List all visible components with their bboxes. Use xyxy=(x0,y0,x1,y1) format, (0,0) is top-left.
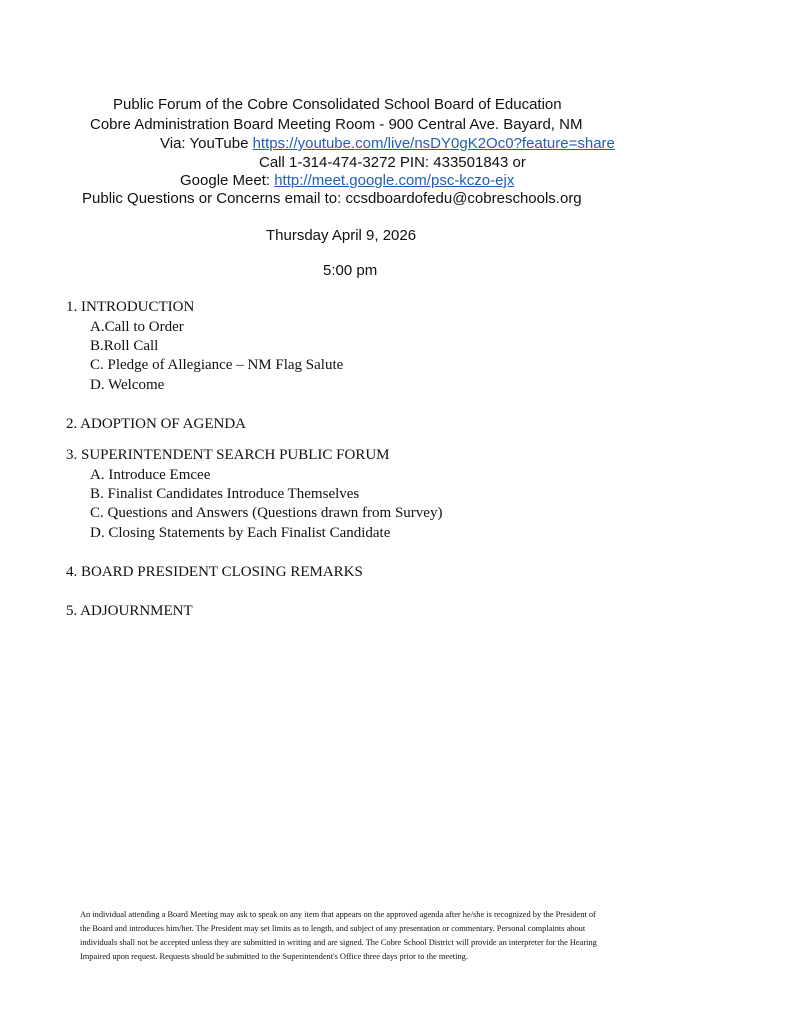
agenda-item-adoption: 2. ADOPTION OF AGENDA xyxy=(66,416,247,432)
footer-line: individuals shall not be accepted unless they are submitted in writing and are signed. The Cobre School District will provide an interpreter for the Hearing xyxy=(80,938,597,947)
agenda-subitem: A. Introduce Emcee xyxy=(90,467,211,483)
agenda-subitem: A.Call to Order xyxy=(90,319,184,335)
agenda-item-closing-remarks: 4. BOARD PRESIDENT CLOSING REMARKS xyxy=(66,564,363,580)
meet-link[interactable]: http://meet.google.com/psc-kczo-ejx xyxy=(274,172,515,189)
meeting-date: Thursday April 9, 2026 xyxy=(266,227,417,244)
meet-label: Google Meet: xyxy=(180,172,275,189)
agenda-subitem: D. Welcome xyxy=(90,377,165,393)
agenda-subitem: B. Finalist Candidates Introduce Themselves xyxy=(90,486,360,502)
header-line-email: Public Questions or Concerns email to: ccsdboardofedu@cobreschools.org xyxy=(82,190,582,207)
header-line-phone: Call 1-314-474-3272 PIN: 433501843 or xyxy=(259,154,526,171)
agenda-item-adjournment: 5. ADJOURNMENT xyxy=(66,603,193,619)
header-line-title: Public Forum of the Cobre Consolidated School Board of Education xyxy=(113,96,562,113)
youtube-label: Via: YouTube xyxy=(160,135,253,152)
agenda-subitem: B.Roll Call xyxy=(90,338,159,354)
header-line-youtube xyxy=(160,134,615,153)
footer-line: the Board and introduces him/her. The President may set limits as to length, and subject of any presentation or commentary. Personal complaints about xyxy=(80,924,586,933)
footer-line: Impaired upon request. Requests should be submitted to the Superintendent's Office three days prior to the meeting. xyxy=(80,952,468,961)
agenda-item-superintendent-search: 3. SUPERINTENDENT SEARCH PUBLIC FORUM xyxy=(66,447,390,463)
youtube-link[interactable]: https://youtube.com/live/nsDY0gK2Oc0?feature=share xyxy=(252,135,615,152)
agenda-item-introduction: 1. INTRODUCTION xyxy=(66,299,195,315)
meeting-time: 5:00 pm xyxy=(323,262,378,279)
header-line-location: Cobre Administration Board Meeting Room - 900 Central Ave. Bayard, NM xyxy=(90,116,583,133)
agenda-subitem: D. Closing Statements by Each Finalist Candidate xyxy=(90,525,391,541)
header-line-meet xyxy=(180,171,514,190)
footer-line: An individual attending a Board Meeting may ask to speak on any item that appears on the approved agenda after he/she is recognized by the President of xyxy=(80,910,596,919)
agenda-subitem: C. Pledge of Allegiance – NM Flag Salute xyxy=(90,357,344,373)
agenda-subitem: C. Questions and Answers (Questions drawn from Survey) xyxy=(90,505,443,521)
